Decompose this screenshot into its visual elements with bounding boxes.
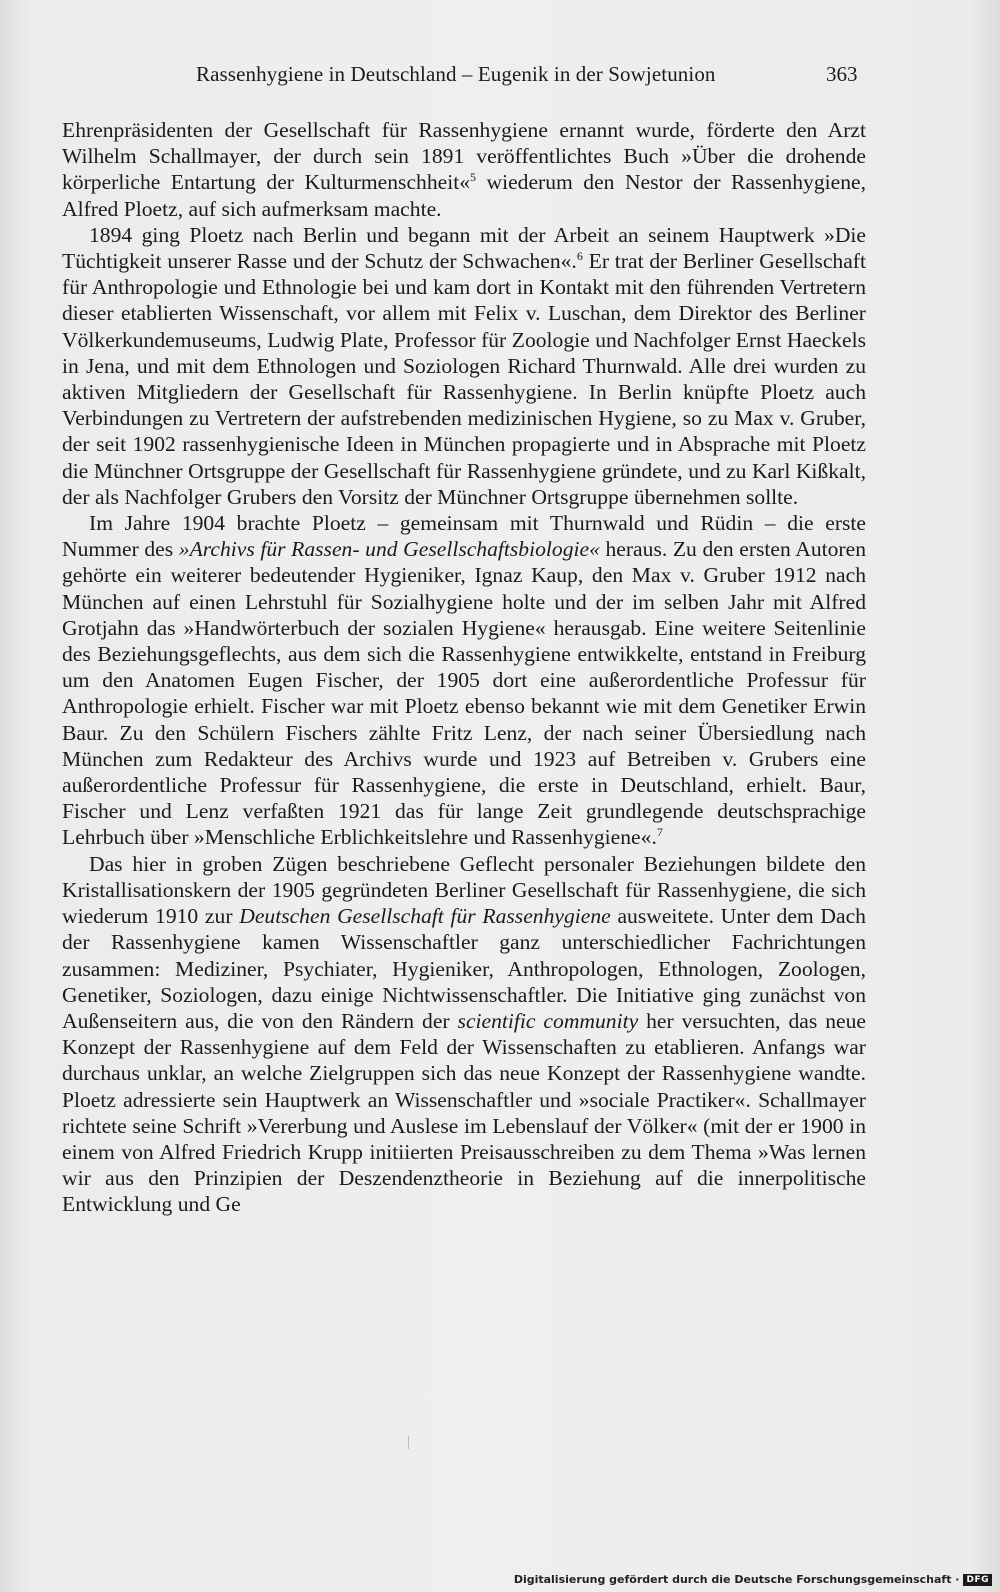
italic-text: scientific community <box>457 1008 639 1033</box>
text-run: her versuchten, das neue Konzept der Rassenhygiene auf dem Feld der Wissenschaften zu etablieren. Anfangs war durchaus unklar, an welche Zielgruppen sich das neue Konzept der Rassenhygiene wandte. Ploetz adressierte sein Hauptwerk an Wissenschaftler und »sociale Practiker«. Schallmayer richtete seine Schrift »Vererbung und Auslese im Lebenslauf der Völker« (mit der er 1900 in einem von Alfred Friedrich Krupp initiierten Preisausschreiben zu dem Thema »Was lernen wir aus den Prinzipien der Deszendenztheorie in Beziehung auf die innerpolitische Entwicklung und Ge <box>62 1008 866 1217</box>
running-head <box>0 62 1000 92</box>
text-run: Im Jahre 1904 brachte Ploetz – gemeinsam mit Thurnwald und Rüdin – die erste Nummer des <box>62 511 866 562</box>
text-run: 1894 ging Ploetz nach Berlin und begann mit der Arbeit an seinem Hauptwerk »Die Tüchtigkeit unserer Rasse und der Schutz der Schwachen«. <box>62 222 866 274</box>
running-head-title: Rassenhygiene in Deutschland – Eugenik in der Sowjetunion <box>196 62 716 86</box>
text-run: wiederum den Nestor der Rassenhygiene, Alfred Ploetz, auf sich aufmerksam machte. <box>62 170 866 221</box>
text-run: ausweitete. Unter dem Dach der Rassenhygiene kamen Wissenschaftler ganz unterschiedlicher Fachrichtungen zusammen: Mediziner, Psychiater, Hygieniker, Anthropologen, Ethnologen, Zoologen, Genetiker, Soziologen, dazu einige Nichtwissenschaftler. Die Initiative ging zunächst von Außenseitern aus, die von den Rändern der <box>62 904 866 1033</box>
digitization-footer <box>514 1573 992 1586</box>
body-text <box>62 117 866 1218</box>
text-run: Das hier in groben Zügen beschriebene Geflecht personaler Beziehungen bildete den Kristallisationskern der 1905 gegründeten Berliner Gesellschaft für Rassenhygiene, die sich wiederum 1910 zur <box>62 851 866 929</box>
footnote-marker: 5 <box>470 170 476 185</box>
paragraph <box>62 851 866 1218</box>
text-run: Ehrenpräsidenten der Gesellschaft für Rassenhygiene ernannt wurde, förderte den Arzt Wilhelm Schallmayer, der durch sein 1891 veröffentlichtes Buch »Über die drohende körperliche Entartung der Kulturmenschheit« <box>62 118 866 195</box>
paragraph <box>62 222 866 510</box>
scan-mark <box>408 1436 409 1449</box>
page-number: 363 <box>826 62 858 86</box>
footer-text: Digitalisierung gefördert durch die Deutsche Forschungsgemeinschaft · <box>513 1573 960 1586</box>
paragraph <box>62 510 866 851</box>
footnote-marker: 6 <box>576 249 583 264</box>
dfg-logo-icon: DFG <box>963 1574 992 1586</box>
paragraph <box>62 117 866 222</box>
text-run: Er trat der Berliner Gesellschaft für Anthropologie und Ethnologie bei und kam dort in Kontakt mit den führenden Vertretern dieser etablierten Wissenschaft, vor allem mit Felix v. Luschan, dem Direktor des Berliner Völkerkundemuseums, Ludwig Plate, Professor für Zoologie und Nachfolger Ernst Haeckels in Jena, und mit dem Ethnologen und Soziologen Richard Thurnwald. Alle drei wurden zu aktiven Mitgliedern der Gesellschaft für Rassenhygiene. In Berlin knüpfte Ploetz auch Verbindungen zu Vertretern der aufstrebenden medizinischen Hygiene, so zu Max v. Gruber, der seit 1902 rassenhygienische Ideen in München propagierte und in Absprache mit Ploetz die Münchner Ortsgruppe der Gesellschaft für Rassenhygiene gründete, und zu Karl Kißkalt, der als Nachfolger Grubers den Vorsitz der Münchner Ortsgruppe übernehmen sollte. <box>62 249 866 509</box>
text-run: heraus. Zu den ersten Autoren gehörte ein weiterer bedeutender Hygieniker, Ignaz Kaup, den Max v. Gruber 1912 nach München auf einen Lehrstuhl für Sozialhygiene holte und der im selben Jahr mit Alfred Grotjahn das »Handwörterbuch der sozialen Hygiene« herausgab. Eine weitere Seitenlinie des Beziehungsgeflechts, aus dem sich die Rassenhygiene entwikkelte, entstand in Freiburg um den Anatomen Eugen Fischer, der 1905 dort eine außerordentliche Professur für Anthropologie erhielt. Fischer war mit Ploetz ebenso bekannt wie mit dem Genetiker Erwin Baur. Zu den Schülern Fischers zählte Fritz Lenz, der nach seiner Übersiedlung nach München zum Redakteur des Archivs wurde und 1923 auf Betreiben v. Grubers eine außerordentliche Professur für Rassenhygiene, die erste in Deutschland, erhielt. Baur, Fischer und Lenz verfaßten 1921 das für lange Zeit grundlegende deutschsprachige Lehrbuch über »Menschliche Erblichkeitslehre und Rassenhygiene«. <box>62 537 866 850</box>
footnote-marker: 7 <box>656 825 663 840</box>
italic-text: »Archivs für Rassen- und Gesellschaftsbiologie« <box>178 537 600 562</box>
italic-text: Deutschen Gesellschaft für Rassenhygiene <box>239 904 611 929</box>
